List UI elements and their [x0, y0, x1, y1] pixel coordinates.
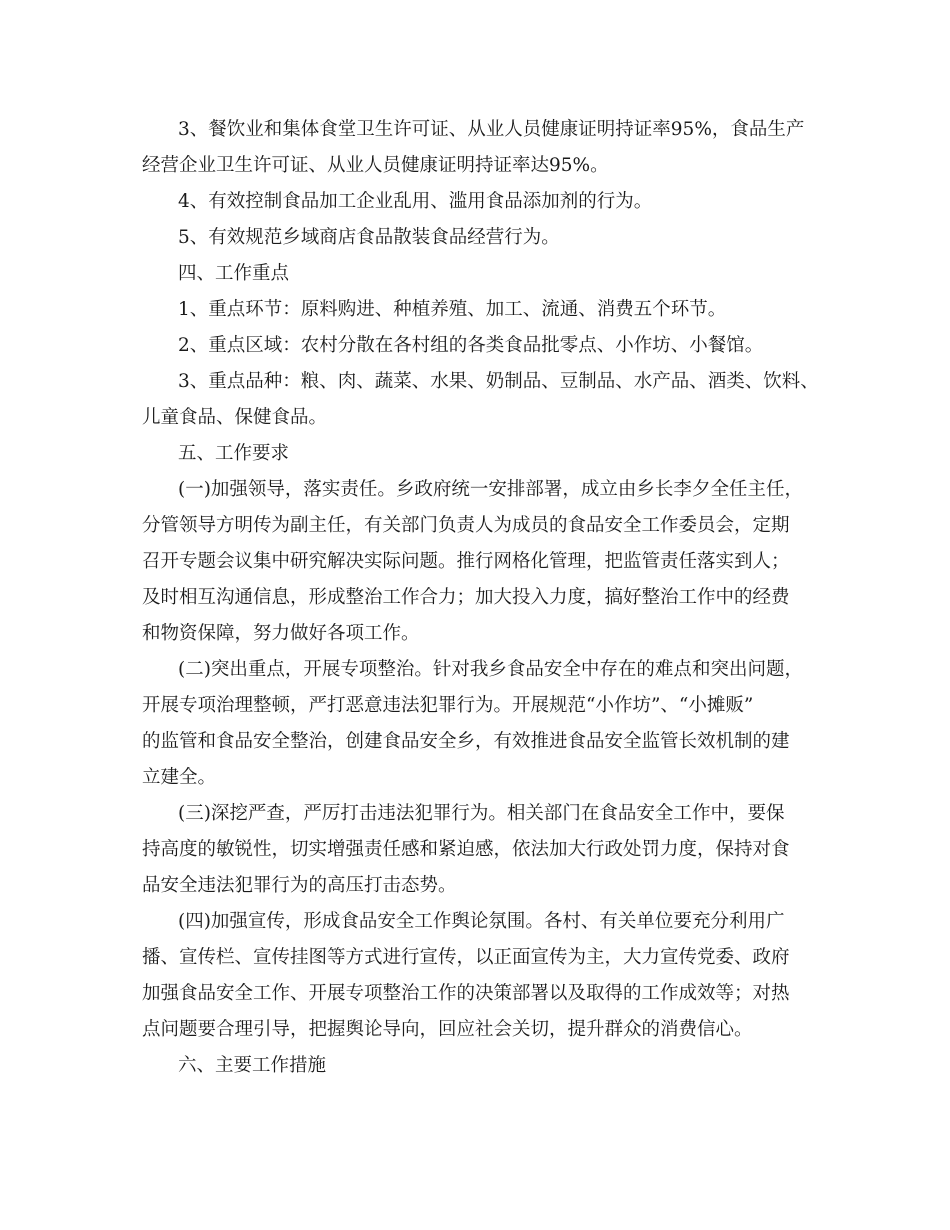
text-line: 四、工作重点 — [178, 263, 290, 284]
text-line: 的监管和食品安全整治，创建食品安全乡，有效推进食品安全监管长效机制的建 — [142, 731, 790, 752]
text-line: (四)加强宣传，形成食品安全工作舆论氛围。各村、有关单位要充分利用广 — [178, 911, 785, 932]
text-line: 分管领导方明传为副主任，有关部门负责人为成员的食品安全工作委员会，定期 — [142, 515, 790, 536]
text-line: 召开专题会议集中研究解决实际问题。推行网格化管理，把监管责任落实到人； — [142, 551, 790, 572]
text-line: (一)加强领导，落实责任。乡政府统一安排部署，成立由乡长李夕全任主任， — [178, 479, 803, 500]
text-line: 开展专项治理整顿，严打恶意违法犯罪行为。开展规范“小作坊”、“小摊贩” — [142, 695, 754, 716]
text-line: 品安全违法犯罪行为的高压打击态势。 — [142, 875, 457, 896]
text-line: 3、重点品种：粮、肉、蔬菜、水果、奶制品、豆制品、水产品、酒类、饮料、 — [178, 371, 819, 392]
text-line: 儿童食品、保健食品。 — [142, 407, 328, 428]
text-line: 及时相互沟通信息，形成整治工作合力；加大投入力度，搞好整治工作中的经费 — [142, 587, 790, 608]
text-line: (二)突出重点，开展专项整治。针对我乡食品安全中存在的难点和突出问题， — [178, 659, 803, 680]
text-line: 5、有效规范乡域商店食品散装食品经营行为。 — [178, 227, 560, 248]
text-line: 播、宣传栏、宣传挂图等方式进行宣传，以正面宣传为主，大力宣传党委、政府 — [142, 947, 790, 968]
text-line: 和物资保障，努力做好各项工作。 — [142, 623, 420, 644]
text-line: 持高度的敏锐性，切实增强责任感和紧迫感，依法加大行政处罚力度，保持对食 — [142, 839, 790, 860]
text-line: 2、重点区域：农村分散在各村组的各类食品批零点、小作坊、小餐馆。 — [178, 335, 764, 356]
text-line: 六、主要工作措施 — [178, 1055, 327, 1076]
text-line: 经营企业卫生许可证、从业人员健康证明持证率达95%。 — [142, 155, 609, 176]
text-line: 4、有效控制食品加工企业乱用、滥用食品添加剂的行为。 — [178, 191, 653, 212]
text-line: 3、餐饮业和集体食堂卫生许可证、从业人员健康证明持证率95%，食品生产 — [178, 119, 805, 140]
text-line: (三)深挖严查，严厉打击违法犯罪行为。相关部门在食品安全工作中，要保 — [178, 803, 785, 824]
text-line: 加强食品安全工作、开展专项整治工作的决策部署以及取得的工作成效等；对热 — [142, 983, 790, 1004]
text-line: 五、工作要求 — [178, 443, 290, 464]
text-line: 1、重点环节：原料购进、种植养殖、加工、流通、消费五个环节。 — [178, 299, 727, 320]
text-line: 立建全。 — [142, 767, 217, 788]
document-body — [142, 112, 830, 1084]
text-line: 点问题要合理引导，把握舆论导向，回应社会关切，提升群众的消费信心。 — [142, 1019, 753, 1040]
